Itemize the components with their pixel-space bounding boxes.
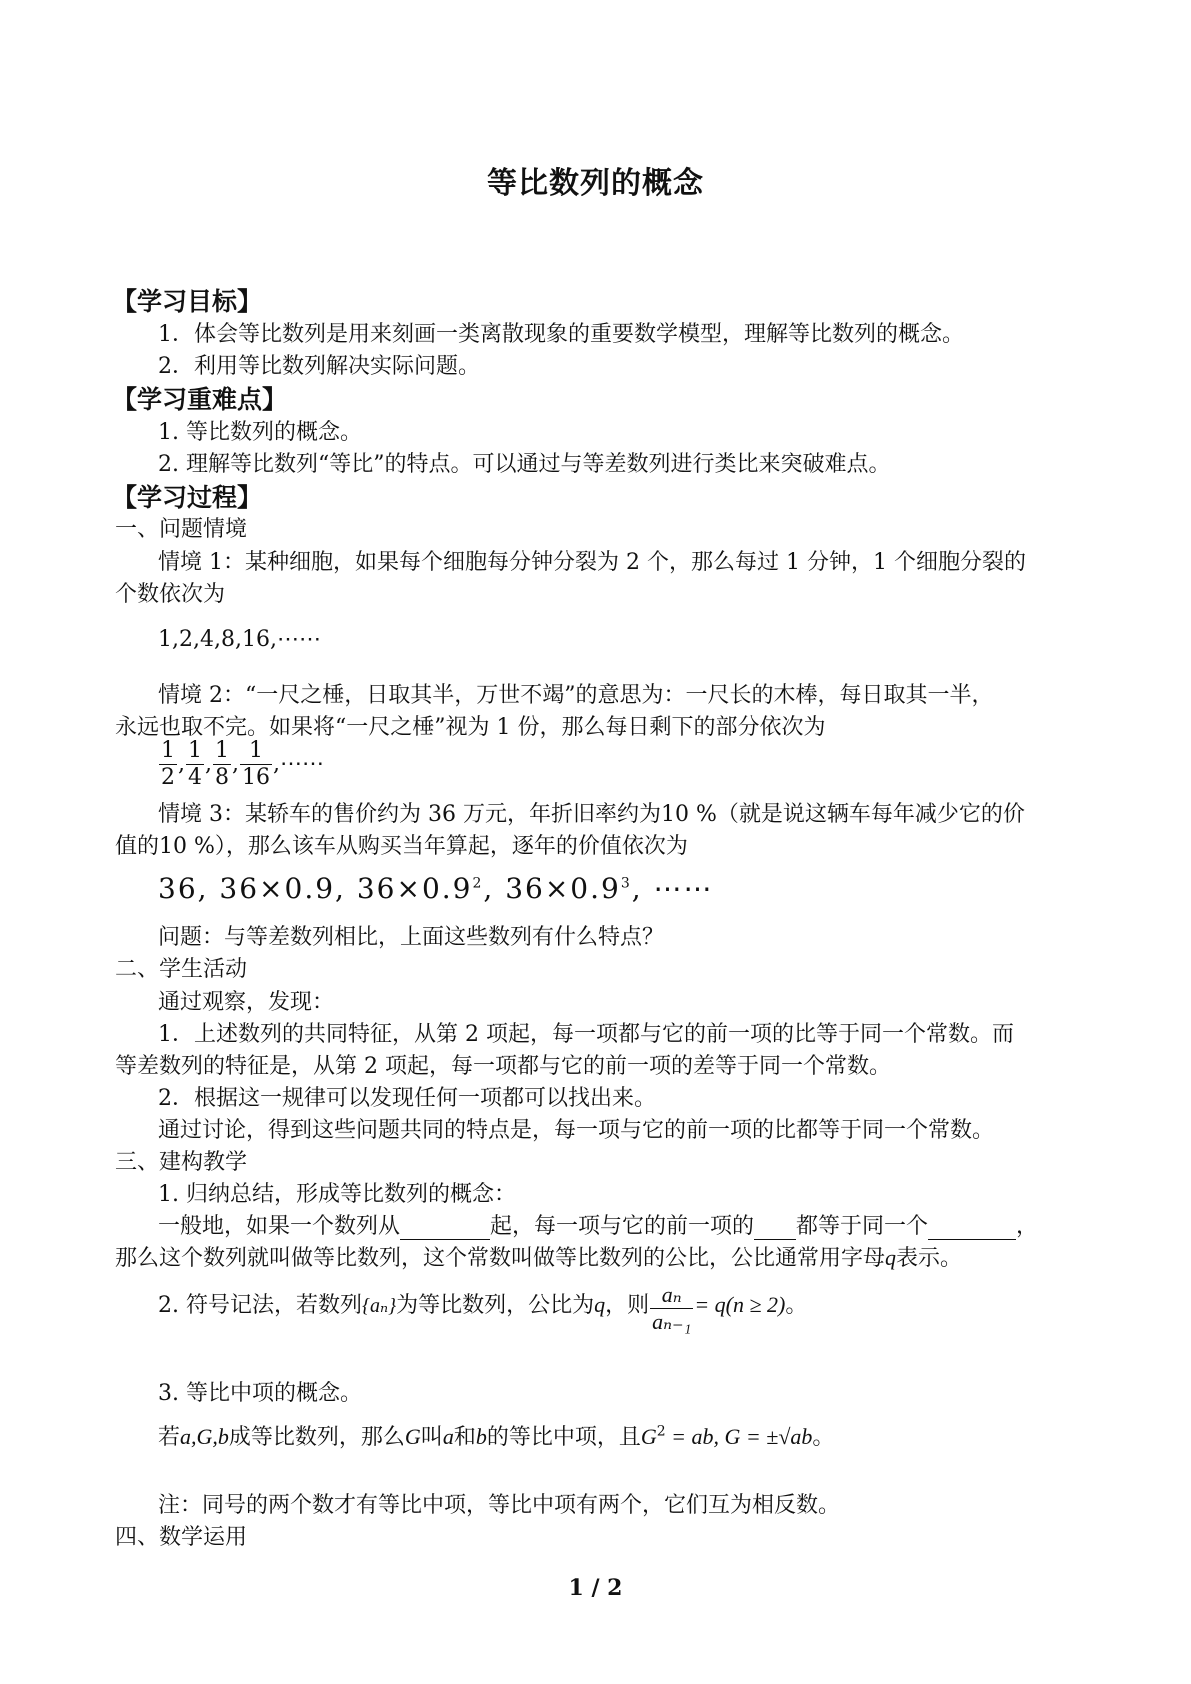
scenario3-line2: 值的10 %），那么该车从购买当年算起，逐年的价值依次为 (115, 834, 688, 859)
question-line: 问题：与等差数列相比，上面这些数列有什么特点？ (158, 925, 665, 950)
part4-heading: 四、数学运用 (115, 1525, 248, 1550)
fill-blank (754, 1217, 796, 1240)
fraction: $\frac{1}{8}$ (215, 738, 229, 790)
part3-note: 注：同号的两个数才有等比中项，等比中项有两个，它们互为相反数。 (158, 1493, 841, 1518)
fraction: $\frac{1}{16}$ (242, 738, 270, 790)
page-title: 等比数列的概念 (487, 166, 704, 201)
part2-heading: 二、学生活动 (115, 957, 248, 982)
part3-line1: 1. 归纳总结，形成等比数列的概念： (158, 1182, 516, 1207)
scenario1-sequence: 1,2,4,8,16,⋯⋯ (158, 627, 321, 652)
part1-heading: 一、问题情境 (115, 517, 248, 542)
section-heading-process: 【学习过程】 (112, 483, 263, 512)
section-heading-key: 【学习重难点】 (112, 385, 288, 414)
part2-line1: 通过观察，发现： (158, 990, 335, 1015)
part3-notation-line: 2. 符号记法，若数列{aₙ}为等比数列，公比为q，则 $\frac{\text{aₙ}}{\text{aₙ₋₁}}$ = q(n ≥ 2)。 (158, 1282, 808, 1334)
scenario2-line2: 永远也取不完。如果将“一尺之棰”视为 1 份，那么每日剩下的部分依次为 (115, 715, 826, 740)
part2-line4: 2．根据这一规律可以发现任何一项都可以找出来。 (158, 1086, 656, 1111)
goal-item-2: 2．利用等比数列解决实际问题。 (158, 354, 480, 379)
fraction: $\frac{1}{2}$ (161, 738, 175, 790)
fraction: $\frac{1}{4}$ (188, 738, 202, 790)
ratio-fraction: $\frac{\text{aₙ}}{\text{aₙ₋₁}}$ (652, 1282, 692, 1334)
scenario1-line2: 个数依次为 (115, 582, 226, 607)
scenario3-line1: 情境 3：某轿车的售价约为 36 万元，年折旧率约为10 %（就是说这辆车每年减少它的价 (158, 802, 1025, 827)
part3-geometric-mean-line: 若a,G,b成等比数列，那么G叫a和b的等比中项，且$G^2$ = ab, G = ±√ab。 (158, 1423, 835, 1450)
part3-definition-line2: 那么这个数列就叫做等比数列，这个常数叫做等比数列的公比，公比通常用字母q表示。 (115, 1245, 963, 1271)
scenario2-line1: 情境 2：“一尺之棰，日取其半，万世不竭”的意思为：一尺长的木棒，每日取其一半， (158, 683, 994, 708)
section-heading-goals: 【学习目标】 (112, 287, 263, 316)
part2-line5: 通过讨论，得到这些问题共同的特点是，每一项与它的前一项的比都等于同一个常数。 (158, 1118, 995, 1143)
page-number: 1 / 2 (568, 1575, 623, 1601)
part3-line5: 3. 等比中项的概念。 (158, 1381, 362, 1406)
goal-item-1: 1．体会等比数列是用来刻画一类离散现象的重要数学模型，理解等比数列的概念。 (158, 322, 964, 347)
key-item-2: 2. 理解等比数列“等比”的特点。可以通过与等差数列进行类比来突破难点。 (158, 452, 891, 477)
scenario3-sequence: 36, 36×0.9, $36\times 0.9^2$, $36\times 0.9^3$, ⋯⋯ (158, 872, 714, 905)
part2-line2: 1．上述数列的共同特征，从第 2 项起，每一项都与它的前一项的比等于同一个常数。而 (158, 1022, 1014, 1047)
key-item-1: 1. 等比数列的概念。 (158, 420, 362, 445)
fill-blank (928, 1217, 1016, 1240)
part3-definition-line1: 一般地，如果一个数列从 起，每一项与它的前一项的 都等于同一个 ， (158, 1214, 1039, 1239)
part2-line3: 等差数列的特征是，从第 2 项起，每一项都与它的前一项的差等于同一个常数。 (115, 1054, 891, 1079)
scenario2-fractions: $\frac{1}{2}$ , $\frac{1}{4}$ , $\frac{1}{8}$ , $\frac{1}{16}$ ,⋯⋯ (161, 738, 324, 790)
part3-heading: 三、建构教学 (115, 1150, 248, 1175)
scenario1-line1: 情境 1：某种细胞，如果每个细胞每分钟分裂为 2 个，那么每过 1 分钟，1 个细胞分裂的 (158, 550, 1026, 575)
fill-blank (400, 1217, 490, 1240)
